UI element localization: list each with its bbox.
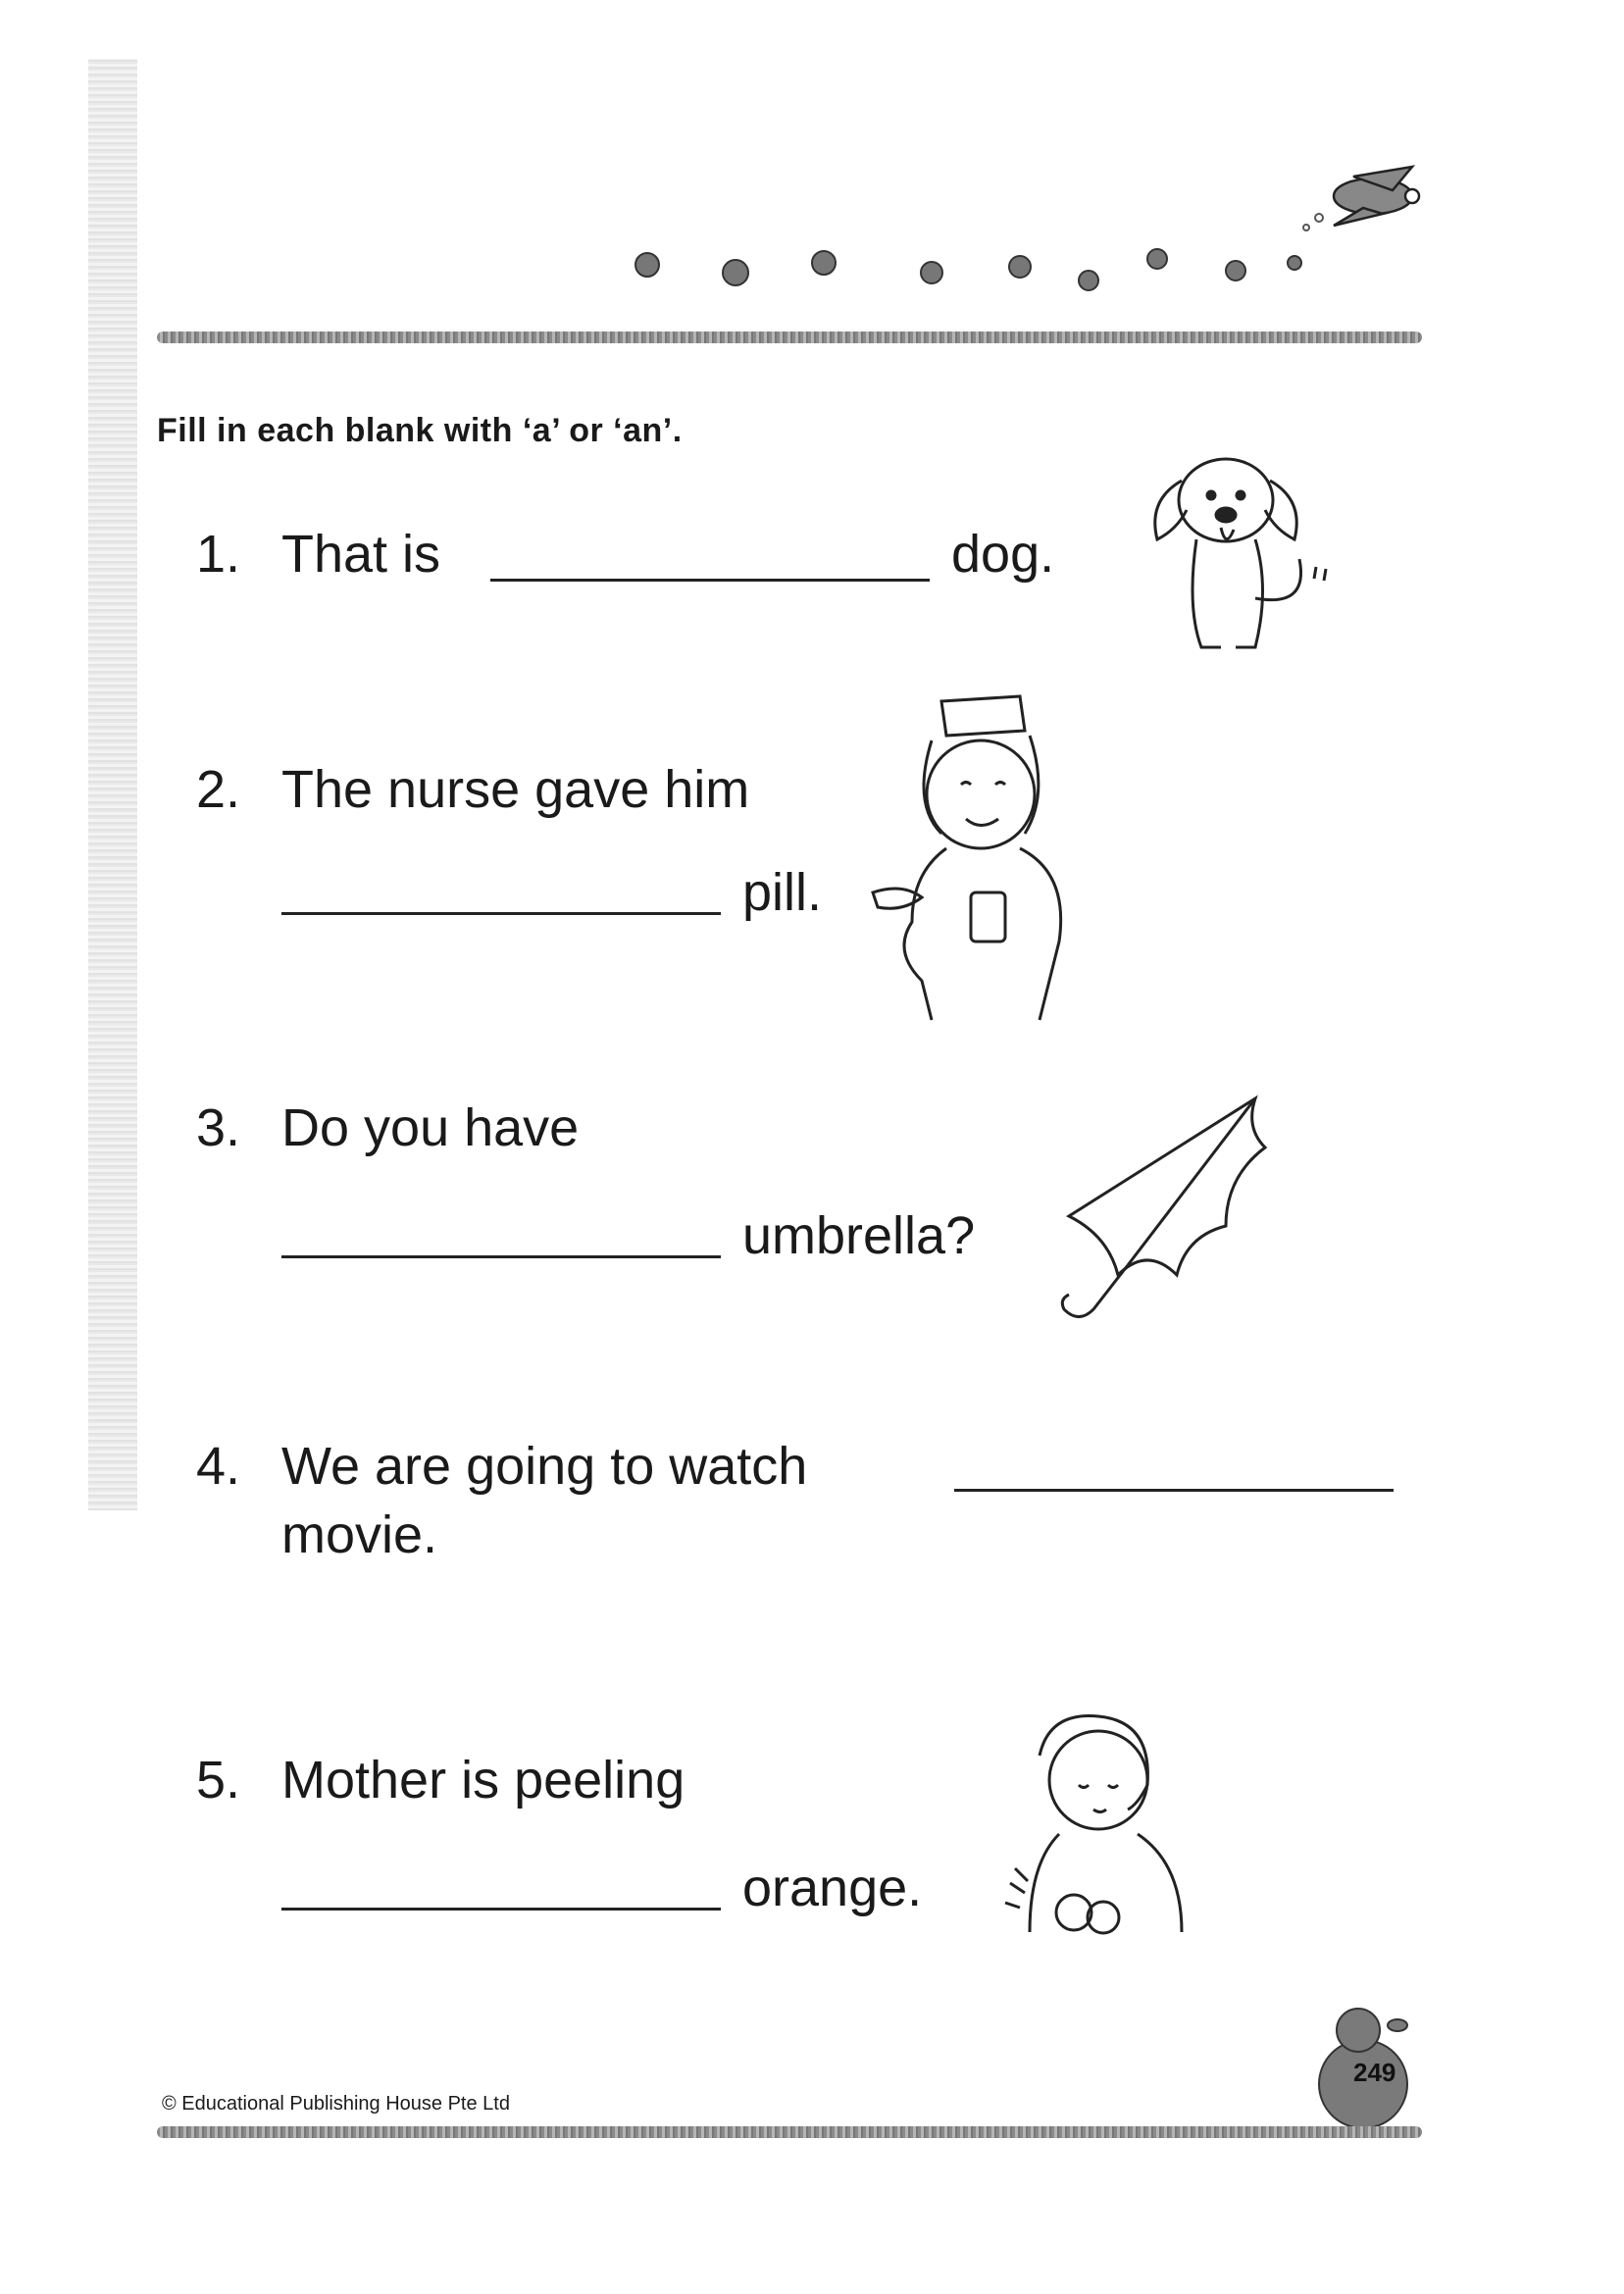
question-text: Mother is peeling — [281, 1751, 685, 1810]
question-number: 2. — [196, 760, 241, 819]
dog-illustration — [1128, 441, 1344, 667]
question-text: That is — [281, 525, 441, 584]
decorative-flowers-and-airplane — [608, 157, 1432, 294]
page-number: 249 — [1353, 2058, 1396, 2087]
question-number: 3. — [196, 1098, 241, 1157]
copyright-text: © Educational Publishing House Pte Ltd — [162, 2093, 510, 2115]
answer-blank-1[interactable] — [490, 579, 930, 582]
question-text-after: dog. — [951, 525, 1055, 584]
top-divider — [157, 331, 1422, 343]
umbrella-illustration — [1040, 1089, 1285, 1334]
answer-blank-5[interactable] — [281, 1908, 721, 1911]
instruction-text: Fill in each blank with ‘a’ or ‘an’. — [157, 412, 683, 449]
answer-blank-3[interactable] — [281, 1255, 721, 1258]
airplane-icon — [1334, 167, 1419, 226]
answer-blank-2[interactable] — [281, 912, 721, 915]
bottom-divider — [157, 2126, 1422, 2138]
question-text-line2: movie. — [281, 1505, 438, 1564]
question-text: The nurse gave him — [281, 760, 750, 819]
question-number: 4. — [196, 1437, 241, 1496]
question-text: Do you have — [281, 1098, 580, 1157]
question-text: We are going to watch — [281, 1437, 808, 1496]
question-text-after: orange. — [742, 1859, 923, 1917]
question-number: 5. — [196, 1751, 241, 1810]
mother-illustration — [990, 1707, 1206, 1981]
question-text-after: pill. — [742, 863, 823, 922]
question-text-after: umbrella? — [742, 1206, 976, 1265]
answer-blank-4[interactable] — [954, 1489, 1394, 1492]
flower-icon — [635, 249, 1301, 290]
nurse-illustration — [853, 687, 1079, 1030]
question-number: 1. — [196, 525, 241, 584]
scanned-spine-shadow — [88, 59, 137, 1510]
